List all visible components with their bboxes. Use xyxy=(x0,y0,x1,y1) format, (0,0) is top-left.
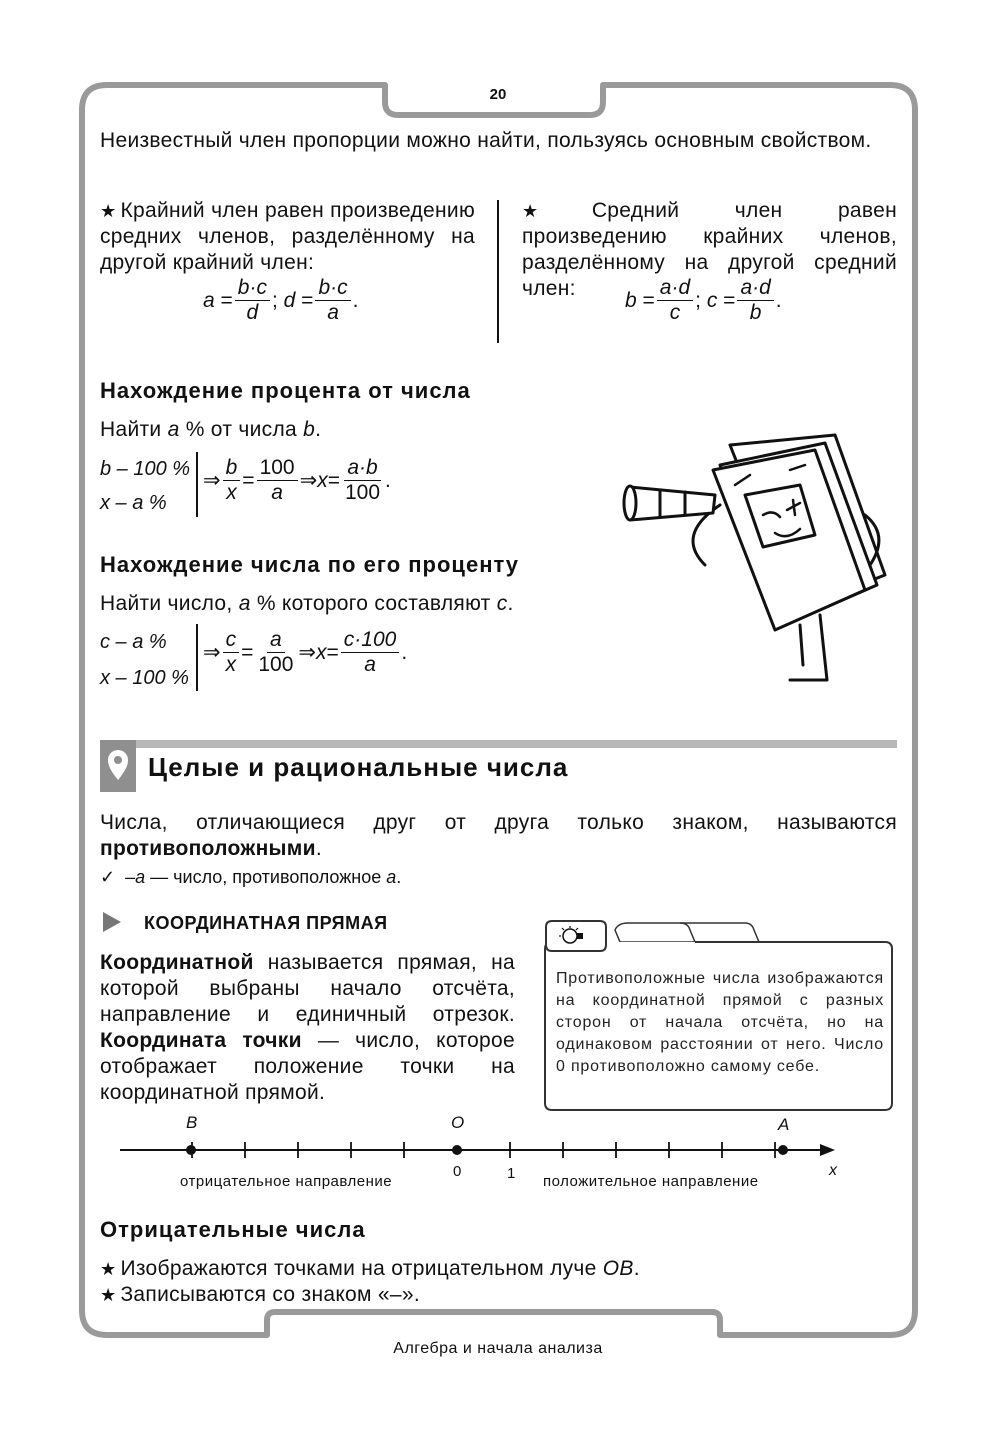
right-rule-formula: b = $\frac{a\cdot d}{c}$ ; c = $\frac{a\cdot d}{b}$ . xyxy=(625,276,782,324)
point-a-marker xyxy=(778,1145,788,1155)
negative-direction-label: отрицательное направление xyxy=(180,1173,393,1190)
point-b-label: B xyxy=(186,1113,198,1132)
number-by-percent-task: Найти число, a % которого составляют c. xyxy=(100,592,514,615)
percent-of-number-formula: ⇒ $\frac{b}{x}$ = $\frac{100}{a}$ ⇒ x = $\frac{a\cdot b}{100}$ . xyxy=(203,456,391,504)
star-icon: ★ xyxy=(100,201,117,221)
negatives-item-2: ★ Записываются со знаком «–». xyxy=(100,1283,420,1306)
map-pin-icon xyxy=(100,740,136,792)
point-o-label: O xyxy=(451,1113,465,1132)
left-rule-text: ★ Крайний член равен произведению средних членов, разделённому на другой крайний член: xyxy=(100,199,475,274)
tick-one-label: 1 xyxy=(507,1165,516,1182)
triangle-bullet-icon xyxy=(100,910,124,934)
page-number: 20 xyxy=(489,86,507,103)
section-title: Целые и рациональные числа xyxy=(148,752,569,782)
number-by-percent-system: c – a % x – 100 % xyxy=(100,631,189,689)
star-icon: ★ xyxy=(100,1285,117,1305)
star-icon: ★ xyxy=(100,1259,117,1279)
column-divider xyxy=(497,200,499,343)
star-icon: ★ xyxy=(522,201,588,221)
check-icon: ✓ xyxy=(100,867,116,887)
percent-of-number-task: Найти a % от числа b. xyxy=(100,418,322,441)
point-o-marker xyxy=(452,1145,462,1155)
positive-direction-label: положительное направление xyxy=(543,1173,759,1190)
number-by-percent-formula: ⇒ $\frac{c}{x}$ = $\frac{a}{100}$ ⇒ x = $\frac{c\cdot 100}{a}$ . xyxy=(203,628,408,676)
footer-title: Алгебра и начала анализа xyxy=(393,1340,603,1357)
intro-text: Неизвестный член пропорции можно найти, пользуясь основным свойством. xyxy=(100,129,872,152)
book-telescope-illustration xyxy=(615,425,900,690)
opposite-check-item: ✓ –a — число, противоположное a. xyxy=(100,867,402,887)
right-rule-text: ★ Средний член равен произведению крайних членов, разделённому на другой средний член: xyxy=(522,199,898,300)
tick-zero-label: 0 xyxy=(453,1163,462,1180)
axis-x-label: x xyxy=(829,1162,837,1179)
system-bracket xyxy=(196,452,198,517)
number-by-percent-heading: Нахождение числа по его проценту xyxy=(100,552,520,577)
system-bracket xyxy=(196,624,198,691)
note-text: Противоположные числа изображаются на координатной прямой с разных сторон от начала отсчёта, но на одинаковом расстоянии от него. Число 0 противоположно самому себе. xyxy=(556,970,884,1075)
number-line xyxy=(115,1135,845,1165)
point-b-marker xyxy=(186,1145,196,1155)
left-rule-formula: a = $\frac{b\cdot c}{d}$ ; d = $\frac{b\cdot c}{a}$ . xyxy=(203,276,359,324)
lightbulb-icon xyxy=(555,925,589,947)
coordinate-line-definition: Координатной называется прямая, на которой выбраны начало отсчёта, направление и единичный отрезок. Координата точки — число, которое отображает положение точки на координатной прямой. xyxy=(100,951,515,1104)
negatives-heading: Отрицательные числа xyxy=(100,1217,366,1242)
percent-of-number-system: b – 100 % x – a % xyxy=(100,458,191,514)
coordinate-line-heading: КООРДИНАТНАЯ ПРЯМАЯ xyxy=(144,913,388,933)
section-header-rule xyxy=(100,740,897,748)
negatives-item-1: ★ Изображаются точками на отрицательном луче OB. xyxy=(100,1257,640,1280)
point-a-label: A xyxy=(778,1115,790,1134)
percent-of-number-heading: Нахождение процента от числа xyxy=(100,378,471,403)
opposites-definition: Числа, отличающиеся друг от друга только знаком, называются противоположными. xyxy=(100,811,897,860)
section-marker xyxy=(100,740,136,792)
